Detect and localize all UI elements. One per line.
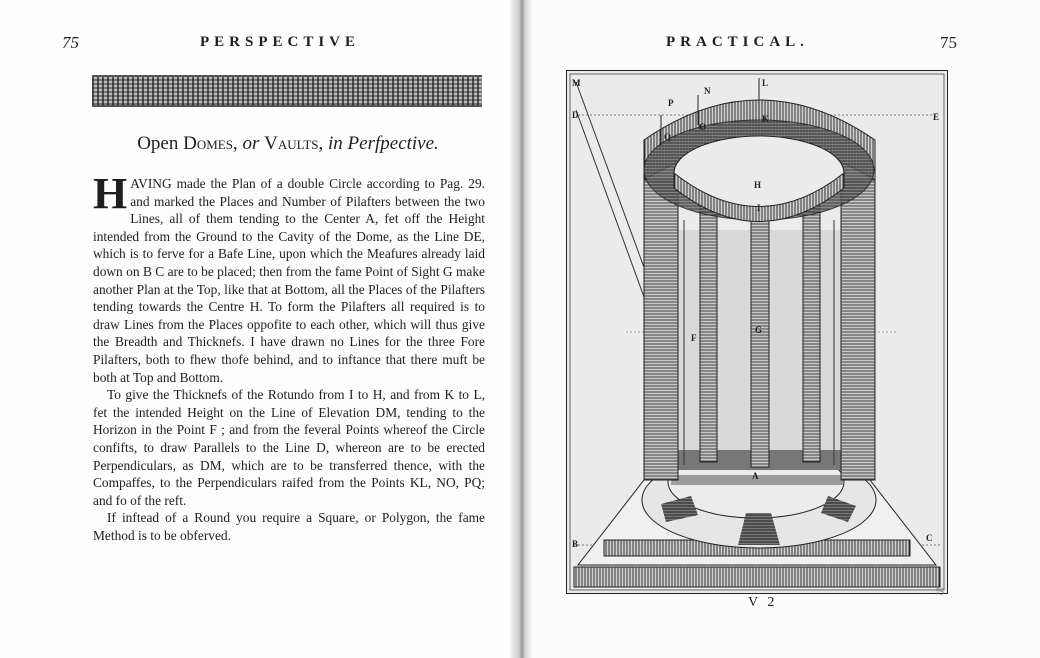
paragraph: To give the Thicknefs of the Rotundo from I to H, and from K to L, fet the intended Height on the Line of Elevation DM, tending to the Horizon in the Point F ; and from the feveral Points whereof the Circle confifts, to draw Parallels to the Line D, whereon are to be erected Perpendiculars, as DM, which are to be transferred thence, with the Compaffes, to the Perpendiculars raifed from the Points KL, NO, PQ; and fo of the reft. xyxy=(93,387,485,508)
figure-label: O xyxy=(699,122,707,132)
figure-label: D xyxy=(572,110,579,120)
figure-label: M xyxy=(572,78,581,88)
left-page xyxy=(0,0,510,658)
figure-label: K xyxy=(762,114,770,124)
paragraph xyxy=(93,169,485,386)
drop-cap: H xyxy=(93,169,128,218)
pilaster xyxy=(841,180,875,480)
figure-caption: V 2 xyxy=(748,595,778,610)
figure-label: F xyxy=(691,333,697,343)
rotunda-engraving xyxy=(566,70,948,594)
body-text xyxy=(93,169,485,544)
figure-label: L xyxy=(762,78,769,88)
left-running-head: PERSPECTIVE xyxy=(200,34,361,50)
figure-label: A xyxy=(752,471,759,481)
figure-label: I xyxy=(757,203,761,213)
title-part: Domes, xyxy=(183,133,238,154)
pilaster xyxy=(644,180,678,480)
plate-number: 75 xyxy=(935,587,944,597)
right-page-number: 75 xyxy=(940,33,957,52)
right-running-head: PRACTICAL. xyxy=(666,34,809,50)
figure-label: H xyxy=(754,180,762,190)
left-page-number: 75 xyxy=(62,33,79,52)
engraving-figure xyxy=(566,70,948,594)
chapter-title xyxy=(92,133,484,155)
figure-label: Q xyxy=(664,132,672,142)
book-gutter xyxy=(510,0,532,658)
title-part: Vaults, xyxy=(264,133,324,154)
title-part: Open xyxy=(137,133,184,154)
figure-label: B xyxy=(572,539,579,549)
title-part: or xyxy=(237,133,265,154)
figure-label: G xyxy=(755,325,763,335)
paragraph-text: AVING made the Plan of a double Circle according to Pag. 29. and marked the Places and Number of Pilafters between the two Lines, all of them tending to the Center A, fet off the Height intended from the Ground to the Cavity of the Dome, as the Line DE, which is to ferve for a Bafe Line, upon which the Meafures already laid down on B C are to be placed; then from the fame Point of Sight G make another Plan at the Top, like that at Bottom, all the Places of the Pilafters tending towards the Centre H. To form the Pilafters all required is to draw Lines from the Places oppofite to each other, which will thus give the Breadth and Thicknefs. I have drawn no Lines for the three Fore Pilafters, both to fhew thofe behind, and to inftance that there muft be both at Top and Bottom. xyxy=(93,176,485,385)
figure-label: E xyxy=(933,112,940,122)
figure-label: C xyxy=(926,533,933,543)
figure-label: P xyxy=(668,98,674,108)
headpiece-ornament xyxy=(92,75,482,107)
figure-label: N xyxy=(704,86,711,96)
paragraph: If inftead of a Round you require a Square, or Polygon, the fame Method is to be obferved. xyxy=(93,510,485,543)
title-part: in Perfpective. xyxy=(323,133,439,154)
